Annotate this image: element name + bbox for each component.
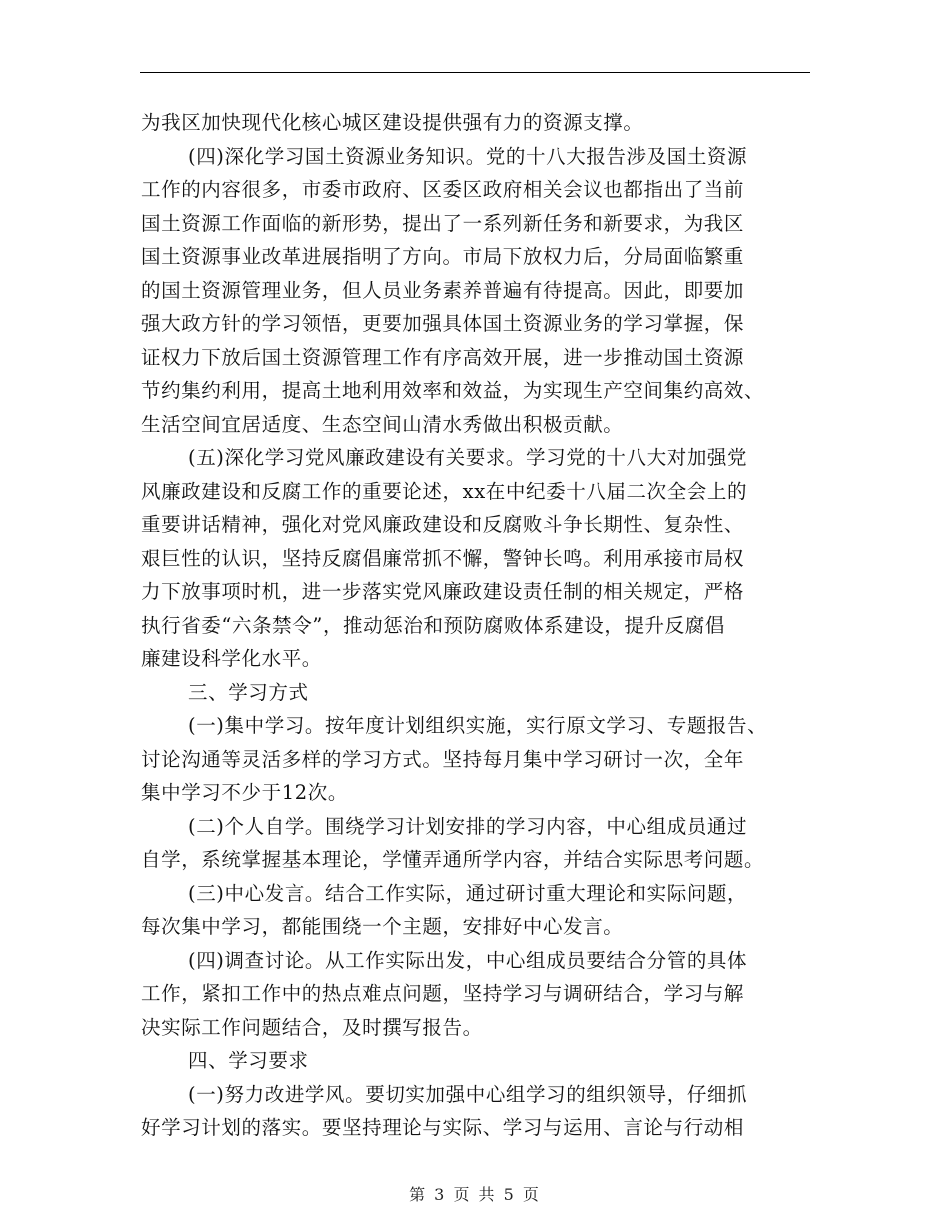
text-line: 艰巨性的认识，坚持反腐倡廉常抓不懈，警钟长鸣。利用承接市局权 — [141, 546, 745, 570]
text-line: 决实际工作问题结合，及时撰写报告。 — [141, 1015, 483, 1039]
text-line: (一)集中学习。按年度计划组织实施，实行原文学习、专题报告、 — [188, 714, 768, 737]
text-line: (一)努力改进学风。要切实加强中心组学习的组织领导，仔细抓 — [188, 1082, 748, 1106]
text-line: 每次集中学习，都能围绕一个主题，安排好中心发言。 — [141, 915, 624, 938]
text-line: 工作，紧扣工作中的热点难点问题，坚持学习与调研结合，学习与解 — [141, 982, 745, 1005]
text-line: 国土资源事业改革进展指明了方向。市局下放权力后，分局面临繁重 — [141, 245, 745, 268]
text-line: 廉建设科学化水平。 — [141, 647, 322, 670]
page-footer: 第 3 页 共 5 页 — [409, 1185, 541, 1204]
text-line: 节约集约利用，提高土地利用效率和效益，为实现生产空间集约高效、 — [141, 379, 765, 402]
text-line: 风廉政建设和反腐工作的重要论述，xx在中纪委十八届二次全会上的 — [141, 479, 748, 503]
text-line: 四、学习要求 — [188, 1049, 309, 1072]
document-body — [141, 106, 809, 1145]
text-line: 自学，系统掌握基本理论，学懂弄通所学内容，并结合实际思考问题。 — [141, 848, 765, 871]
text-line: (三)中心发言。结合工作实际，通过研讨重大理论和实际问题， — [188, 881, 748, 905]
text-line: 好学习计划的落实。要坚持理论与实际、学习与运用、言论与行动相 — [141, 1116, 745, 1139]
text-line: 国土资源工作面临的新形势，提出了一系列新任务和新要求，为我区 — [141, 211, 745, 235]
text-line: (二)个人自学。围绕学习计划安排的学习内容，中心组成员通过 — [188, 814, 748, 838]
header-rule — [140, 72, 810, 73]
text-line: 执行省委“六条禁令”，推动惩治和预防腐败体系建设，提升反腐倡 — [141, 613, 725, 637]
text-line: 生活空间宜居适度、生态空间山清水秀做出积极贡献。 — [141, 412, 624, 436]
text-line: (四)调查讨论。从工作实际出发，中心组成员要结合分管的具体 — [188, 948, 748, 972]
text-line: 证权力下放后国土资源管理工作有序高效开展，进一步推动国土资源 — [141, 345, 745, 369]
text-line: 三、学习方式 — [188, 680, 309, 704]
text-line: 力下放事项时机，进一步落实党风廉政建设责任制的相关规定，严格 — [141, 580, 745, 603]
text-line: 强大政方针的学习领悟，更要加强具体国土资源业务的学习掌握，保 — [141, 312, 745, 335]
text-line: 重要讲话精神，强化对党风廉政建设和反腐败斗争长期性、复杂性、 — [141, 513, 745, 536]
text-line: 为我区加快现代化核心城区建设提供强有力的资源支撑。 — [141, 111, 644, 134]
text-line: 讨论沟通等灵活多样的学习方式。坚持每月集中学习研讨一次，全年 — [141, 747, 745, 771]
text-line: 的国土资源管理业务，但人员业务素养普遍有待提高。因此，即要加 — [141, 278, 745, 302]
text-line: (五)深化学习党风廉政建设有关要求。学习党的十八大对加强党 — [188, 446, 748, 469]
text-line: 集中学习不少于12次。 — [141, 781, 348, 804]
text-line: (四)深化学习国土资源业务知识。党的十八大报告涉及国土资源 — [188, 144, 748, 168]
text-line: 工作的内容很多，市委市政府、区委区政府相关会议也都指出了当前 — [141, 178, 745, 201]
